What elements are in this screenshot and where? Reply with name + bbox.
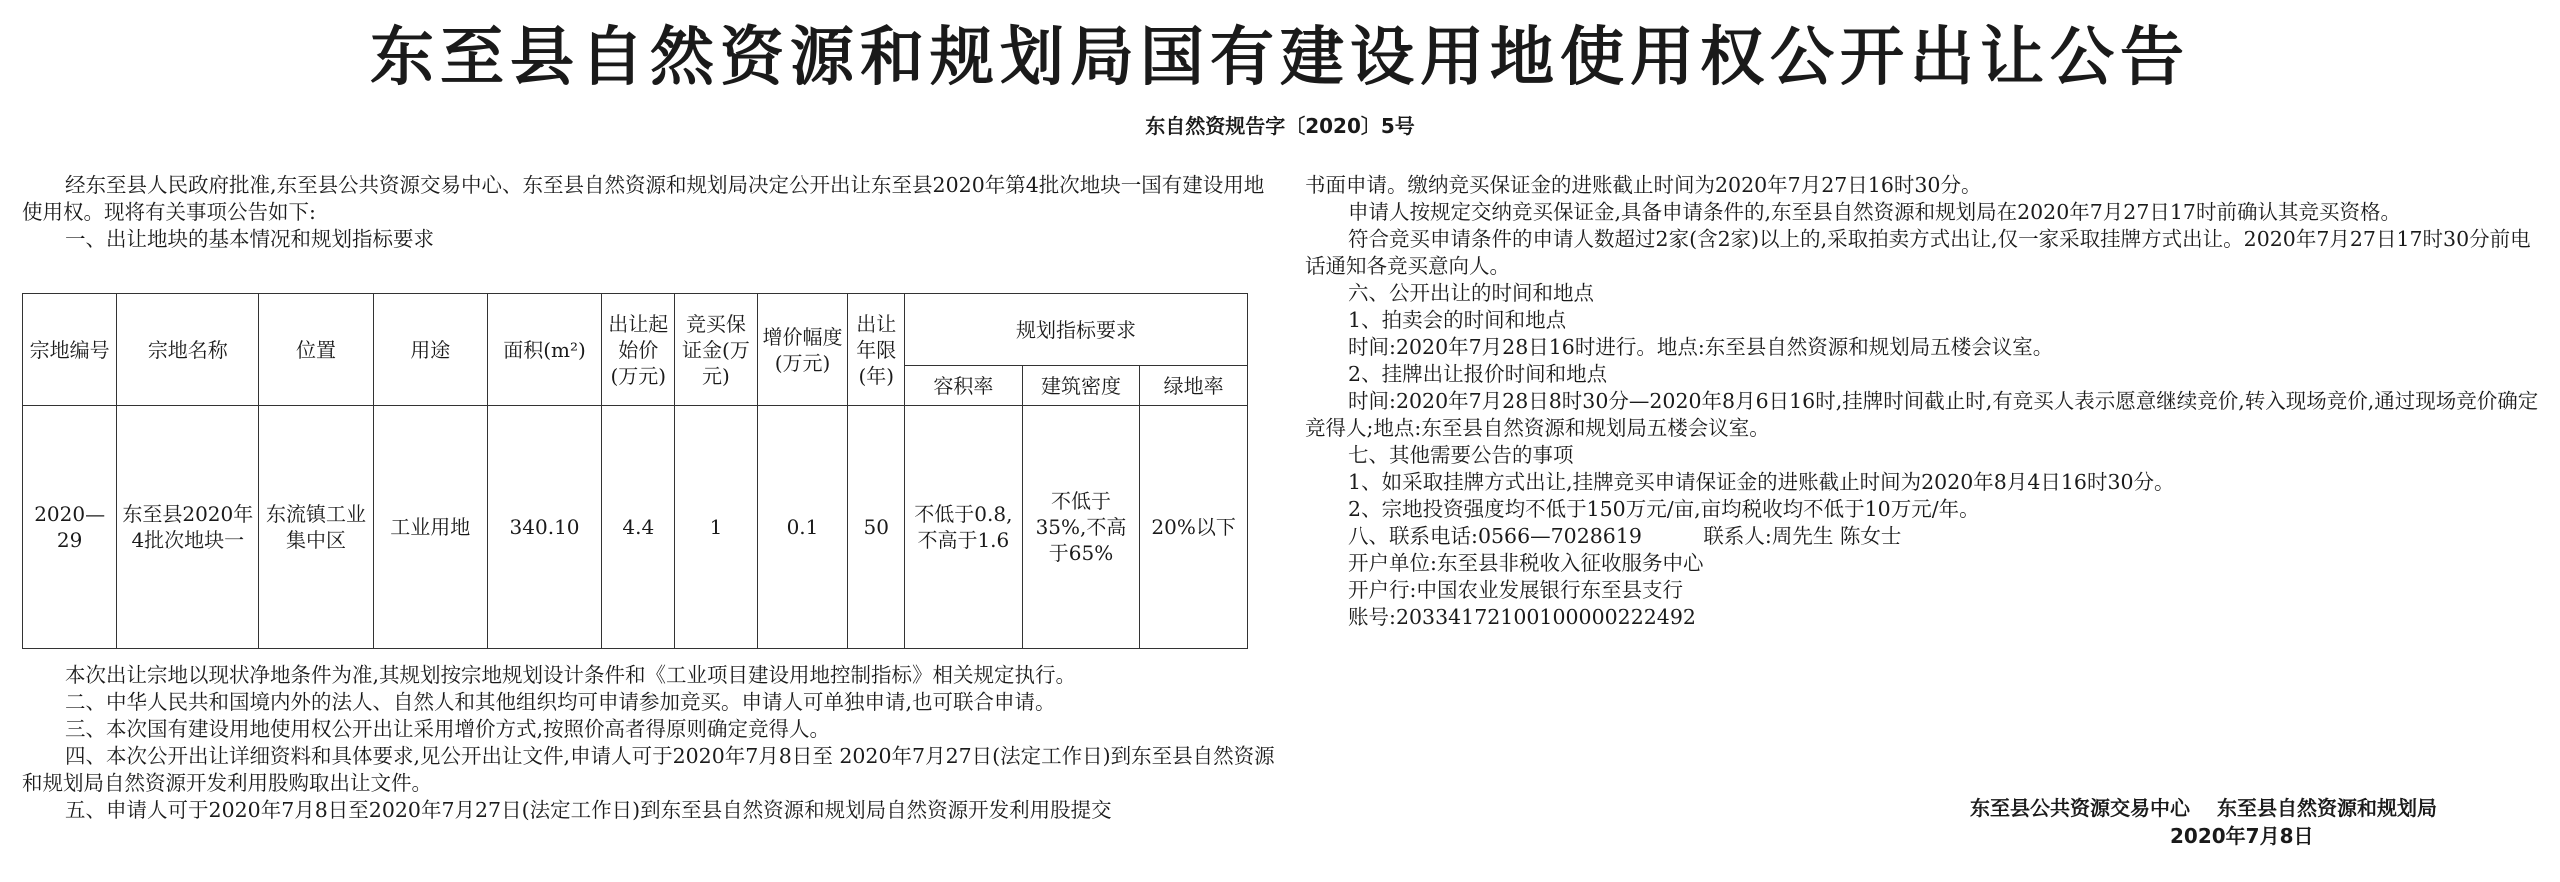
- section-heading-1: 一、出让地块的基本情况和规划指标要求: [65, 227, 435, 251]
- left-terms-section: [22, 662, 1280, 824]
- intro-section: [22, 172, 1280, 253]
- header-density: 建筑密度: [1022, 366, 1140, 406]
- paragraph: 本次出让宗地以现状净地条件为准,其规划按宗地规划设计条件和《工业项目建设用地控制指标》相关规定执行。: [65, 663, 1077, 687]
- paragraph: 申请人按规定交纳竞买保证金,具备申请条件的,东至县自然资源和规划局在2020年7月27日17时前确认其竞买资格。: [1348, 200, 2401, 224]
- cell-green: 20%以下: [1140, 406, 1248, 649]
- paragraph: 二、中华人民共和国境内外的法人、自然人和其他组织均可申请参加竞买。申请人可单独申请,也可联合申请。: [65, 690, 1056, 714]
- header-green: 绿地率: [1140, 366, 1248, 406]
- header-increment: 增价幅度(万元): [757, 294, 848, 406]
- cell-parcel-id: 2020—29: [23, 406, 117, 649]
- paragraph: 1、拍卖会的时间和地点: [1348, 308, 1567, 332]
- header-deposit: 竞买保证金(万元): [675, 294, 757, 406]
- header-planning: 规划指标要求: [905, 294, 1248, 366]
- header-term: 出让年限(年): [848, 294, 905, 406]
- paragraph: 2、宗地投资强度均不低于150万元/亩,亩均税收均不低于10万元/年。: [1348, 497, 1980, 521]
- cell-increment: 0.1: [757, 406, 848, 649]
- table-row: [23, 406, 1248, 649]
- header-location: 位置: [259, 294, 373, 406]
- header-start-price: 出让起始价(万元): [602, 294, 675, 406]
- cell-use: 工业用地: [373, 406, 487, 649]
- land-parcel-table: [22, 293, 1248, 649]
- paragraph: 开户行:中国农业发展银行东至县支行: [1348, 578, 1683, 602]
- cell-parcel-name: 东至县2020年4批次地块一: [117, 406, 259, 649]
- notice-title: 东至县自然资源和规划局国有建设用地使用权公开出让公告: [370, 21, 2190, 95]
- paragraph: 八、联系电话:0566—7028619 联系人:周先生 陈女士: [1348, 524, 1902, 548]
- paragraph: 2、挂牌出让报价时间和地点: [1348, 362, 1608, 386]
- paragraph: 七、其他需要公告的事项: [1348, 443, 1574, 467]
- paragraph: 时间:2020年7月28日16时进行。地点:东至县自然资源和规划局五楼会议室。: [1348, 335, 2054, 359]
- header-use: 用途: [373, 294, 487, 406]
- issue-date: 2020年7月8日: [2170, 824, 2314, 848]
- document-number: 东自然资规告字〔2020〕5号: [1145, 114, 1415, 138]
- paragraph: 五、申请人可于2020年7月8日至2020年7月27日(法定工作日)到东至县自然资源和规划局自然资源开发利用股提交: [65, 798, 1112, 822]
- intro-paragraph: 经东至县人民政府批准,东至县公共资源交易中心、东至县自然资源和规划局决定公开出让东至县2020年第4批次地块一国有建设用地使用权。现将有关事项公告如下:: [22, 173, 1265, 224]
- cell-term: 50: [848, 406, 905, 649]
- paragraph: 开户单位:东至县非税收入征收服务中心: [1348, 551, 1704, 575]
- header-parcel-name: 宗地名称: [117, 294, 259, 406]
- issuing-organizations: 东至县公共资源交易中心 东至县自然资源和规划局: [1970, 796, 2437, 820]
- header-far: 容积率: [905, 366, 1023, 406]
- paragraph: 符合竞买申请条件的申请人数超过2家(含2家)以上的,采取拍卖方式出让,仅一家采取挂牌方式出让。2020年7月27日17时30分前电话通知各竞买意向人。: [1305, 227, 2531, 278]
- cell-area: 340.10: [487, 406, 601, 649]
- cell-density: 不低于35%,不高于65%: [1022, 406, 1140, 649]
- paragraph: 时间:2020年7月28日8时30分—2020年8月6日16时,挂牌时间截止时,有竞买人表示愿意继续竞价,转入现场竞价,通过现场竞价确定竞得人;地点:东至县自然资源和规划局五楼会议室。: [1305, 389, 2539, 440]
- paragraph: 书面申请。缴纳竞买保证金的进账截止时间为2020年7月27日16时30分。: [1305, 173, 1982, 197]
- header-parcel-id: 宗地编号: [23, 294, 117, 406]
- right-terms-section: [1305, 172, 2545, 631]
- paragraph: 账号:20334172100100000222492: [1348, 605, 1696, 629]
- cell-start-price: 4.4: [602, 406, 675, 649]
- paragraph: 四、本次公开出让详细资料和具体要求,见公开出让文件,申请人可于2020年7月8日至 2020年7月27日(法定工作日)到东至县自然资源和规划局自然资源开发利用股购取出让文件。: [22, 744, 1275, 795]
- paragraph: 1、如采取挂牌方式出让,挂牌竞买申请保证金的进账截止时间为2020年8月4日16时30分。: [1348, 470, 2175, 494]
- paragraph: 六、公开出让的时间和地点: [1348, 281, 1595, 305]
- cell-far: 不低于0.8,不高于1.6: [905, 406, 1023, 649]
- cell-deposit: 1: [675, 406, 757, 649]
- cell-location: 东流镇工业集中区: [259, 406, 373, 649]
- header-area: 面积(m²): [487, 294, 601, 406]
- paragraph: 三、本次国有建设用地使用权公开出让采用增价方式,按照价高者得原则确定竞得人。: [65, 717, 831, 741]
